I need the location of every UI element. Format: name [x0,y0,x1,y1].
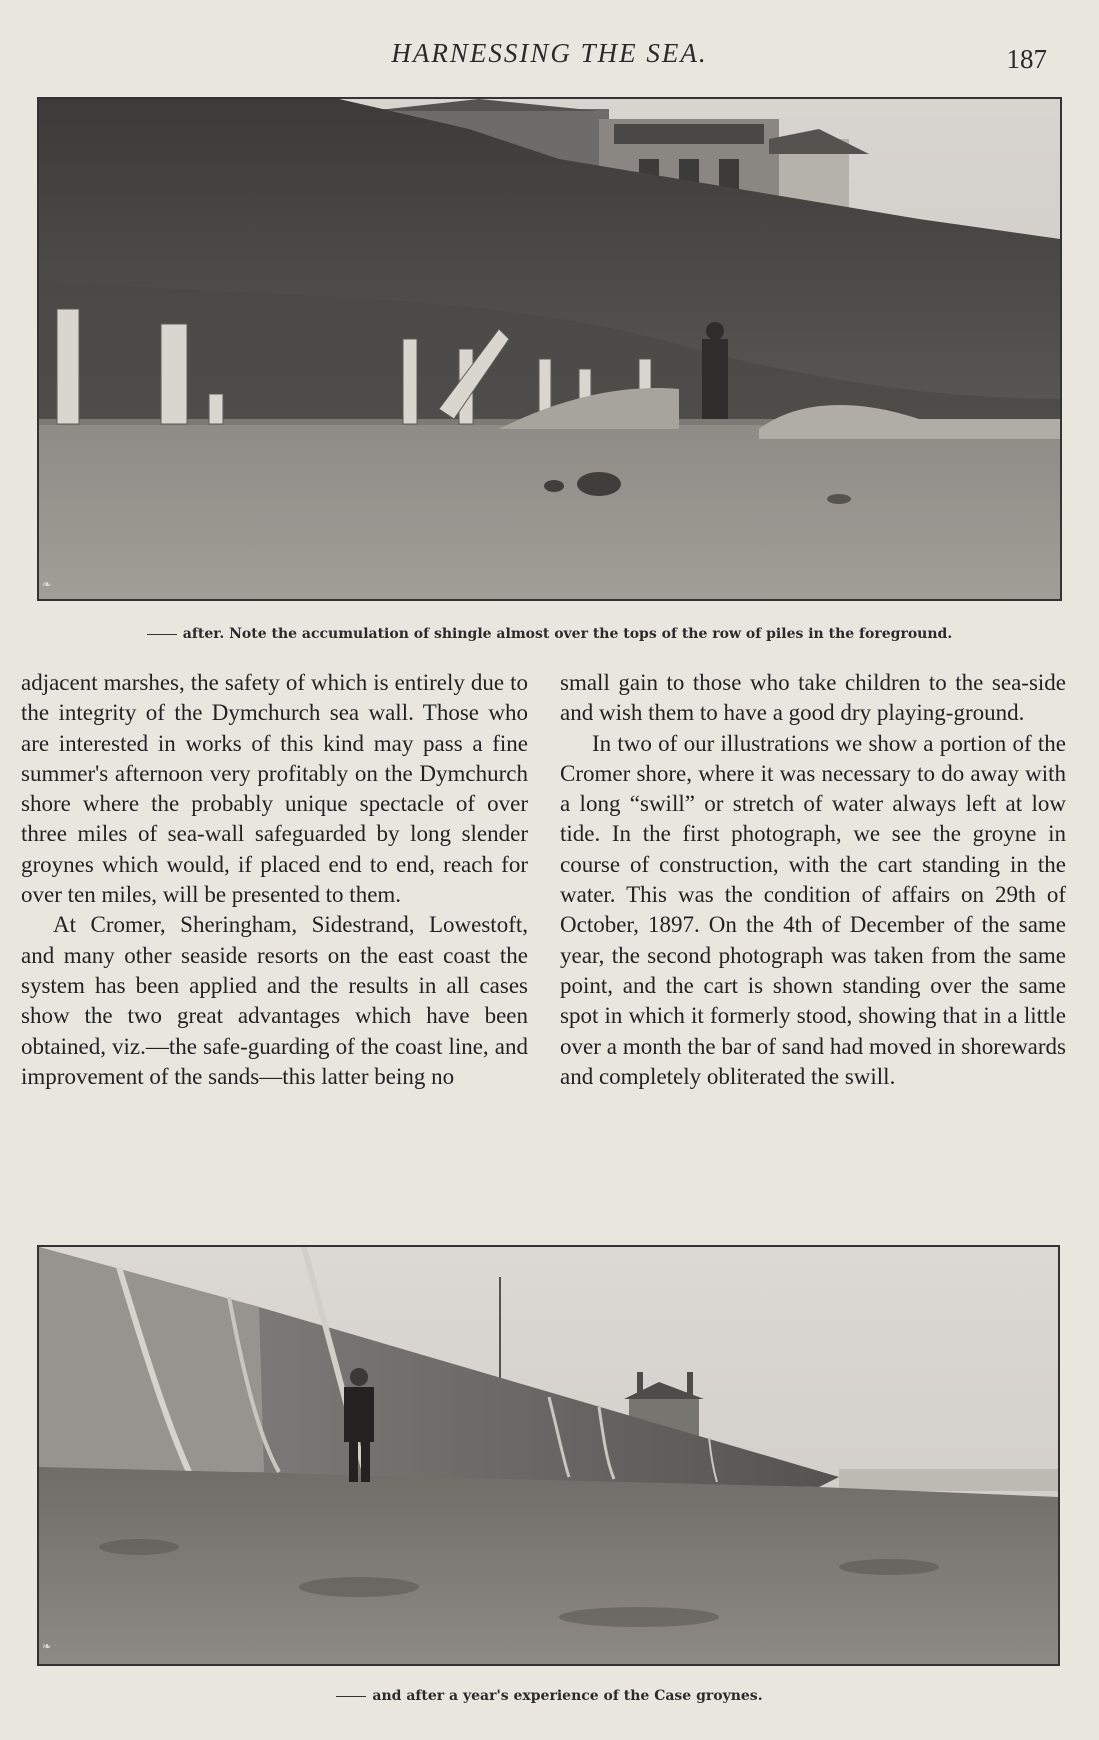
paragraph: small gain to those who take children to the sea-side and wish them to have a good dry playing-ground. [560,670,1066,726]
running-head: HARNESSING THE SEA. [391,38,708,68]
figure-caption-top [0,626,1099,642]
text-column-right [560,668,1066,1092]
figure-caption-bottom [0,1688,1099,1704]
caption-dash [147,634,177,635]
paragraph: adjacent marshes, the safety of which is entirely due to the integrity of the Dymchurch sea wall. Those who are interested in works of this kind may pass a fine summer's afternoon very profitably on the Dymchurch shore where the probably unique spectacle of over three miles of sea-wall safeguarded by long slender groynes which would, if placed end to end, reach for over ten miles, will be presented to them. [21,670,528,908]
page-number: 187 [1006,44,1047,74]
photo-shingle-groynes [37,97,1062,601]
text-column-left [21,668,528,1092]
paragraph: In two of our illustrations we show a portion of the Cromer shore, where it was necessary to do away with a long “swill” or stretch of water always left at low tide. In the first photograph, we see the groyne in course of construction, with the cart standing in the water. This was the condition of affairs on 29th of October, 1897. On the 4th of December of the same year, the second photograph was taken from the same point, and the cart is shown standing over the same spot in which it formerly stood, showing that in a little over a month the bar of sand had moved in shorewards and completely obliterated the swill. [560,730,1066,1089]
engraver-mark-top: ❧ [42,578,52,591]
photo-sea-wall [37,1245,1060,1666]
paragraph: At Cromer, Sheringham, Sidestrand, Lowestoft, and many other seaside resorts on the east coast the system has been applied and the results in all cases show the two great advantages which have been obtained, viz.—the safe-guarding of the coast line, and improvement of the sands—this latter being no [21,912,528,1089]
caption-text: and after a year's experience of the Case groynes. [372,1688,763,1704]
caption-dash [336,1696,366,1697]
caption-text: after. Note the accumulation of shingle almost over the tops of the row of piles in the foreground. [182,626,953,642]
engraver-mark-bottom: ❧ [42,1640,52,1653]
